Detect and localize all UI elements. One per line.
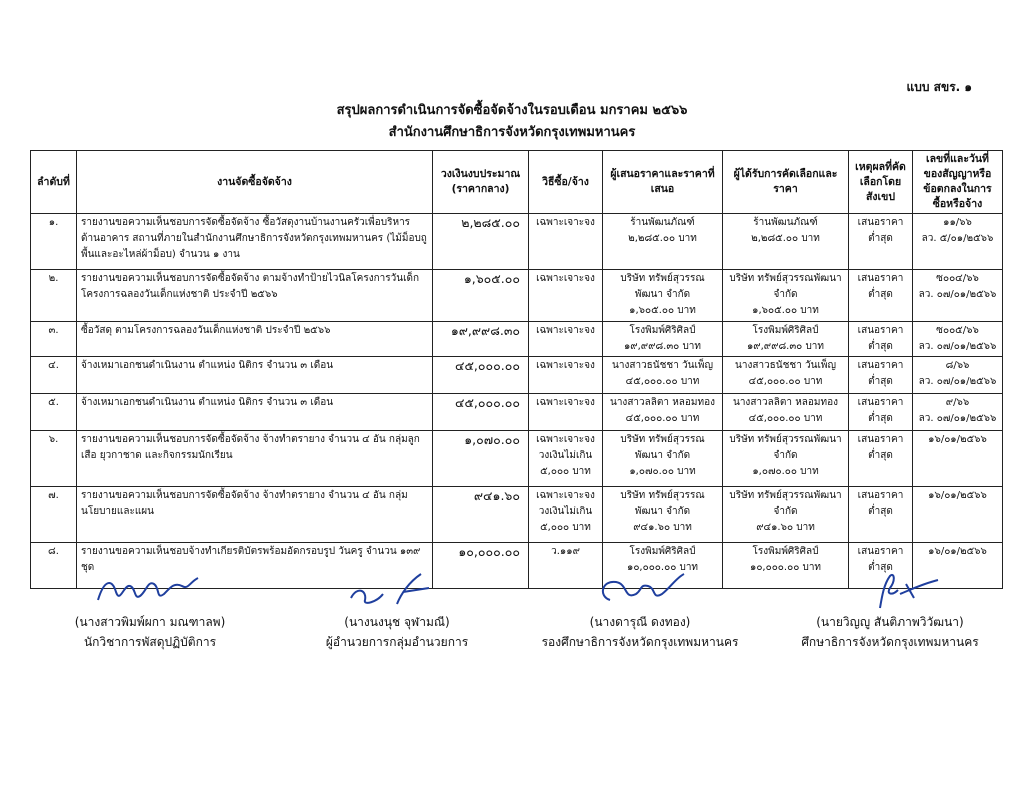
cell-method [529,214,603,270]
cell-contract-line: ลว. ๐๗/๐๑/๒๕๖๖ [918,413,997,424]
header-item: งานจัดซื้อจัดจ้าง [77,151,433,214]
cell-method [529,357,603,394]
cell-method-line: เฉพาะเจาะจง [536,325,595,336]
header-method: วิธีซื้อ/จ้าง [529,151,603,214]
cell-reason [849,322,913,357]
cell-contract [913,270,1003,322]
cell-bidder-line: ๔๕,๐๐๐.๐๐ บาท [625,376,700,387]
cell-method-line: เฉพาะเจาะจง [536,273,595,284]
cell-winner-line: ๑๙,๙๙๘.๓๐ บาท [746,341,825,352]
cell-bidder-line: นางสาวธนัชชา วันเพ็ญ [612,360,713,371]
cell-winner-line: ร้านพัฒนภัณฑ์ [753,217,818,228]
cell-item [77,431,433,487]
table-row [31,357,1003,394]
cell-reason-line: เสนอราคาต่ำสุด [857,360,904,387]
cell-method [529,322,603,357]
cell-winner [723,270,849,322]
cell-item [77,214,433,270]
signature-mark [580,570,700,610]
cell-contract [913,487,1003,543]
cell-reason-line: เสนอราคาต่ำสุด [857,325,904,352]
cell-winner [723,357,849,394]
cell-winner-line: ๙๔๑.๖๐ บาท [756,522,815,533]
cell-no-line: ๒. [48,273,59,284]
cell-budget [433,214,529,270]
signature-mark [830,570,950,610]
cell-no [31,214,77,270]
cell-item [77,270,433,322]
cell-method-line: เฉพาะเจาะจง [536,360,595,371]
signature-mark [90,570,210,610]
cell-contract-line: ซ๐๐๕/๖๖ [936,325,979,336]
cell-item [77,487,433,543]
cell-winner-line: ๔๕,๐๐๐.๐๐ บาท [748,376,823,387]
cell-item-line: จ้างเหมาเอกชนดำเนินงาน ตำแหน่ง นิติกร จำนวน ๓ เดือน [81,397,334,408]
cell-contract [913,214,1003,270]
cell-winner-line: ๒,๒๘๕.๐๐ บาท [751,233,820,244]
signature-block-4 [770,570,1010,652]
cell-budget [433,322,529,357]
table-row [31,270,1003,322]
cell-reason-line: เสนอราคาต่ำสุด [857,546,904,573]
table-row [31,322,1003,357]
cell-item-line: จ้างเหมาเอกชนดำเนินงาน ตำแหน่ง นิติกร จำนวน ๓ เดือน [81,360,334,371]
cell-budget [433,394,529,431]
cell-method-line: ว.๑๑๙ [551,546,580,557]
signer-position: รองศึกษาธิการจังหวัดกรุงเทพมหานคร [541,635,739,649]
cell-bidder-line: บริษัท ทรัพย์สุวรรณพัฒนา จำกัด [620,434,705,461]
cell-winner-line: บริษัท ทรัพย์สุวรรณพัฒนา จำกัด [729,434,842,461]
cell-reason-line: เสนอราคาต่ำสุด [857,273,904,300]
procurement-table [30,150,1003,589]
agency-name: สำนักงานศึกษาธิการจังหวัดกรุงเทพมหานคร [388,125,636,140]
cell-contract-line: ๙/๖๖ [945,397,970,408]
cell-bidder-line: โรงพิมพ์ศิริศิลป์ [629,546,696,557]
signer-name: (นางนงนุช จุฬามณี) [344,615,450,629]
cell-contract-line: ลว. ๐๗/๐๑/๒๕๖๖ [918,341,997,352]
table-row [31,394,1003,431]
cell-method-line: เฉพาะเจาะจงวงเงินไม่เกิน ๕,๐๐๐ บาท [536,490,595,533]
cell-bidder [603,322,723,357]
cell-item [77,394,433,431]
cell-item [77,322,433,357]
cell-reason [849,487,913,543]
cell-bidder-line: บริษัท ทรัพย์สุวรรณพัฒนา จำกัด [620,490,705,517]
signer-name: (นายวิญญู สันติภาพวิวัฒนา) [816,615,964,629]
header-winner: ผู้ได้รับการคัดเลือกและราคา [723,151,849,214]
cell-no-line: ๘. [48,546,59,557]
cell-bidder-line: ร้านพัฒนภัณฑ์ [630,217,695,228]
cell-winner [723,431,849,487]
cell-contract-line: ลว. ๕/๐๑/๒๕๖๖ [921,233,994,244]
header-bidders: ผู้เสนอราคาและราคาที่เสนอ [603,151,723,214]
cell-budget-line: ๑,๐๗๐.๐๐ [464,432,520,447]
cell-bidder-line: โรงพิมพ์ศิริศิลป์ [629,325,696,336]
cell-no [31,487,77,543]
cell-method [529,394,603,431]
cell-item-line: รายงานขอความเห็นชอบการจัดซื้อจัดจ้าง จ้างทำตรายาง จำนวน ๔ อัน กลุ่มลูกเสือ ยุวกาชาด และกิจกรรมนักเรียน [81,434,420,461]
cell-budget-line: ๑๐,๐๐๐.๐๐ [458,544,520,559]
document-title: สรุปผลการดำเนินการจัดซื้อจัดจ้างในรอบเดือน มกราคม ๒๕๖๖ [336,103,688,118]
cell-winner-line: โรงพิมพ์ศิริศิลป์ [752,546,819,557]
table-row [31,487,1003,543]
cell-bidder-line: ๙๔๑.๖๐ บาท [633,522,692,533]
cell-winner-line: บริษัท ทรัพย์สุวรรณพัฒนา จำกัด [729,490,842,517]
cell-bidder [603,394,723,431]
cell-bidder [603,270,723,322]
header-no: ลำดับที่ [31,151,77,214]
cell-winner-line: โรงพิมพ์ศิริศิลป์ [752,325,819,336]
cell-item-line: รายงานขอความเห็นชอบการจัดซื้อจัดจ้าง ตามจ้างทำป้ายไวนิลโครงการวันเด็กโครงการฉลองวันเด็กแห่งชาติ ประจำปี ๒๕๖๖ [81,273,420,300]
cell-reason [849,270,913,322]
cell-item-line: รายงานขอความเห็นชอบการจัดซื้อจัดจ้าง ซื้อวัสดุงานบ้านงานครัวเพื่อบริหารด้านอาคาร สถานที่ภายในสำนักงานศึกษาธิการจังหวัดกรุงเทพมหานคร (ไม้ม็อบถูพื้นและอะไหล่ผ้าม็อบ) จำนวน ๑ งาน [81,217,427,260]
cell-bidder-line: บริษัท ทรัพย์สุวรรณพัฒนา จำกัด [620,273,705,300]
cell-contract-line: ลว. ๐๗/๐๑/๒๕๖๖ [918,289,997,300]
cell-no-line: ๖. [48,434,59,445]
cell-method-line: เฉพาะเจาะจงวงเงินไม่เกิน ๕,๐๐๐ บาท [536,434,595,477]
cell-bidder [603,357,723,394]
cell-winner [723,487,849,543]
cell-budget-line: ๔๕,๐๐๐.๐๐ [454,358,520,373]
cell-contract-line: ลว. ๐๗/๐๑/๒๕๖๖ [918,376,997,387]
signer-position: ผู้อำนวยการกลุ่มอำนวยการ [325,635,469,649]
cell-method-line: เฉพาะเจาะจง [536,397,595,408]
cell-no [31,270,77,322]
cell-bidder [603,487,723,543]
cell-budget-line: ๙๔๑.๖๐ [473,488,520,503]
cell-budget-line: ๒,๒๘๕.๐๐ [461,215,520,230]
cell-winner-line: ๑,๖๐๕.๐๐ บาท [752,305,819,316]
cell-winner-line: ๑,๐๗๐.๐๐ บาท [752,466,819,477]
table-body [31,214,1003,589]
cell-bidder [603,431,723,487]
cell-no [31,431,77,487]
cell-reason-line: เสนอราคาต่ำสุด [857,397,904,424]
cell-winner-line: ๑๐,๐๐๐.๐๐ บาท [749,562,822,573]
cell-method [529,487,603,543]
cell-contract-line: ๑๖/๐๑/๒๕๖๖ [928,490,987,501]
table-row [31,431,1003,487]
cell-winner-line: บริษัท ทรัพย์สุวรรณพัฒนา จำกัด [729,273,842,300]
signer-position: ศึกษาธิการจังหวัดกรุงเทพมหานคร [801,635,979,649]
cell-item-line: ซื้อวัสดุ ตามโครงการฉลองวันเด็กแห่งชาติ ประจำปี ๒๕๖๖ [81,325,331,336]
cell-reason [849,214,913,270]
signature-block-3 [520,570,760,652]
cell-bidder-line: ๑,๖๐๕.๐๐ บาท [629,305,696,316]
cell-item [77,357,433,394]
cell-reason-line: เสนอราคาต่ำสุด [857,434,904,461]
cell-winner-line: นางสาวลลิตา หลอมทอง [732,397,838,408]
header-budget: วงเงินงบประมาณ (ราคากลาง) [433,151,529,214]
signer-name: (นางสาวพิมพ์ผกา มณฑาลพ) [74,615,226,629]
cell-budget [433,270,529,322]
cell-budget-line: ๑๙,๙๙๘.๓๐ [450,323,520,338]
signature-mark [337,570,457,610]
cell-winner [723,214,849,270]
cell-bidder-line: นางสาวลลิตา หลอมทอง [609,397,715,408]
cell-no-line: ๑. [48,217,59,228]
cell-contract [913,431,1003,487]
cell-budget [433,357,529,394]
cell-no [31,357,77,394]
cell-method [529,270,603,322]
cell-budget [433,431,529,487]
cell-bidder [603,214,723,270]
header-reason: เหตุผลที่คัดเลือกโดยสังเขป [849,151,913,214]
cell-reason-line: เสนอราคาต่ำสุด [857,217,904,244]
cell-contract [913,322,1003,357]
cell-contract-line: ๘/๖๖ [945,360,970,371]
cell-no-line: ๕. [48,397,59,408]
cell-bidder-line: ๑,๐๗๐.๐๐ บาท [629,466,696,477]
cell-bidder-line: ๒,๒๘๕.๐๐ บาท [628,233,697,244]
table-row [31,214,1003,270]
cell-budget-line: ๑,๖๐๕.๐๐ [463,271,520,286]
form-code: แบบ สขร. ๑ [906,80,972,94]
cell-method [529,431,603,487]
cell-no [31,394,77,431]
cell-contract-line: ซ๐๐๔/๖๖ [936,273,979,284]
cell-reason-line: เสนอราคาต่ำสุด [857,490,904,517]
cell-no [31,322,77,357]
cell-winner [723,394,849,431]
header-contract: เลขที่และวันที่ของสัญญาหรือข้อตกลงในการซื้อหรือจ้าง [913,151,1003,214]
table-header-row [31,151,1003,214]
cell-budget-line: ๔๕,๐๐๐.๐๐ [454,395,520,410]
cell-reason [849,394,913,431]
cell-bidder-line: ๔๕,๐๐๐.๐๐ บาท [625,413,700,424]
cell-winner-line: นางสาวธนัชชา วันเพ็ญ [735,360,836,371]
cell-item-line: รายงานขอความเห็นชอบจ้างทำเกียรติบัตรพร้อมอัดกรอบรูป วันครู จำนวน ๑๓๙ ชุด [81,546,421,573]
signer-position: นักวิชาการพัสดุปฏิบัติการ [83,635,217,649]
cell-item-line: รายงานขอความเห็นชอบการจัดซื้อจัดจ้าง จ้างทำตรายาง จำนวน ๔ อัน กลุ่มนโยบายและแผน [81,490,408,517]
cell-no-line: ๔. [48,360,59,371]
cell-reason [849,357,913,394]
cell-no-line: ๓. [48,325,59,336]
cell-bidder-line: ๑๙,๙๙๘.๓๐ บาท [623,341,702,352]
cell-contract [913,357,1003,394]
signature-block-2 [292,570,502,652]
cell-contract-line: ๑๖/๐๑/๒๕๖๖ [928,434,987,445]
cell-bidder-line: ๑๐,๐๐๐.๐๐ บาท [626,562,699,573]
cell-budget [433,487,529,543]
cell-no-line: ๗. [48,490,59,501]
cell-contract-line: ๑๖/๐๑/๒๕๖๖ [928,546,987,557]
cell-contract [913,394,1003,431]
cell-winner-line: ๔๕,๐๐๐.๐๐ บาท [748,413,823,424]
cell-contract-line: ๑๑/๖๖ [943,217,972,228]
cell-reason [849,431,913,487]
cell-winner [723,322,849,357]
signature-block-1 [40,570,260,652]
cell-method-line: เฉพาะเจาะจง [536,217,595,228]
signer-name: (นางดารุณี ดงทอง) [589,615,691,629]
